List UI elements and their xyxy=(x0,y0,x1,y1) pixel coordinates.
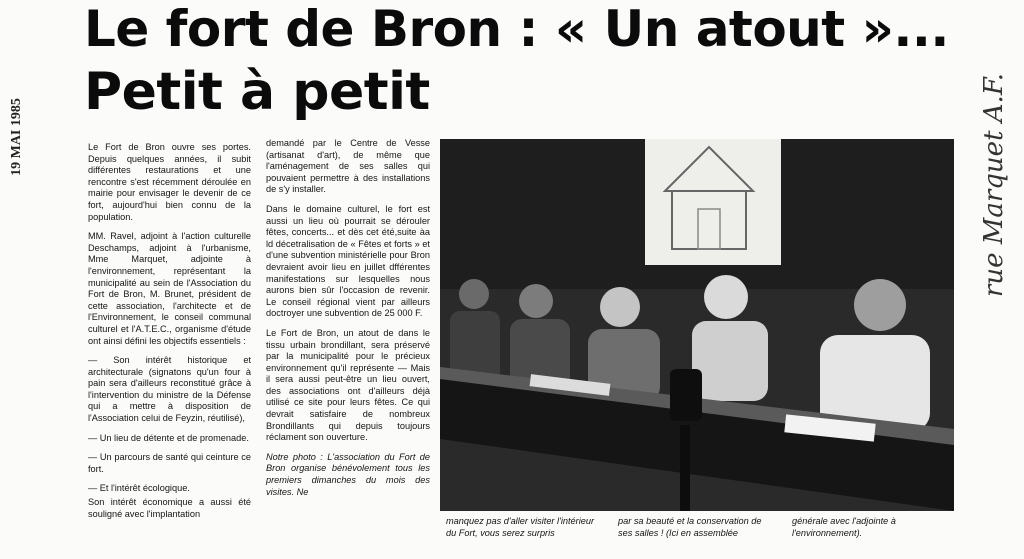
photo-caption-part-1: manquez pas d'aller visiter l'intérieur du Fort, vous serez surpris xyxy=(446,516,595,538)
date-stamp: 19 MAI 1985 xyxy=(9,98,24,176)
paragraph: — Son intérêt historique et architecturale (signatons qu'un four à pain sera d'ailleurs reconstitué grâce à l'intervention du ministre de la Défense qui a mettre à disposition de l'Association celui de Feyzin, réutilisé), xyxy=(88,355,251,424)
meeting-photo xyxy=(440,139,954,511)
handwritten-note: rue Marquet A.F. xyxy=(979,72,1009,298)
paragraph: Le Fort de Bron ouvre ses portes. Depuis quelques années, il subit différentes restaurations et une rencontre s'est récemment déroulée en mairie pour envisager le devenir de ce fort, aujourd'hui bien connu de la population. xyxy=(88,142,251,222)
paragraph: Son intérêt économique a aussi été souligné avec l'implantation xyxy=(88,497,251,519)
headline-line-1: Le fort de Bron : « Un atout »... xyxy=(84,0,949,58)
photo-caption-part-2: par sa beauté et la conservation de ses salles ! (Ici en assemblée xyxy=(618,516,762,538)
article-column-2 xyxy=(266,138,430,506)
paragraph: MM. Ravel, adjoint à l'action culturelle Deschamps, adjoint à l'urbanisme, Mme Marquet, adjointe à l'environnement, représentant la municipalité au sein de l'Association du Fort de Bron, M. Brunet, président de cette association, l'architecte et de l'Environnement, le conseil communal culturel et l'A.T.E.C., organisme d'étude ont ainsi défini les objectifs essentiels : xyxy=(88,231,251,346)
paragraph: — Un parcours de santé qui ceinture ce fort. xyxy=(88,452,251,474)
paragraph: demandé par le Centre de Vesse (artisanat d'art), de même que l'aménagement de ses salles qui pouvaient permettre à des installations de s'y installer. xyxy=(266,138,430,195)
paragraph: — Un lieu de détente et de promenade. xyxy=(88,432,249,443)
headline-line-2: Petit à petit xyxy=(84,62,430,122)
photo-caption-start: Notre photo : L'association du Fort de Bron organise bénévolement tous les premiers dimanches du mois des visites. Ne xyxy=(266,451,430,497)
paragraph: Dans le domaine culturel, le fort est aussi un lieu où pourrait se dérouler fêtes, concerts... et dès cet été,suite àa ld décetralisation de « Fêtes et forts » et d'une subvention ministérielle pour Bron devraient avoir lieu en juillet dfférentes manifestations sur lesquelles nous aurons bien sûr l'occasion de revenir. Le conseil régional vient par ailleurs doctroyer une subvention de 25 000 F. xyxy=(266,203,430,319)
paragraph: — Et l'intérêt écologique. xyxy=(88,483,190,494)
photo-caption-part-3: générale avec l'adjointe à l'environnement). xyxy=(792,516,896,538)
photo-illustration xyxy=(440,139,954,511)
article-column-1 xyxy=(88,142,251,528)
paragraph: Le Fort de Bron, un atout de dans le tissu urbain brondillant, sera préservé par la municipalité pour le précieux environnement qu'il représente — Mais il sera aussi peut-être un lieu ouvert, des associations ont d'ailleurs déjà utilisé ce site pour leurs fêtes. Ce qui devrait satisfaire de nombreux Brondillants qui depuis toujours réclament son ouverture. xyxy=(266,327,430,443)
